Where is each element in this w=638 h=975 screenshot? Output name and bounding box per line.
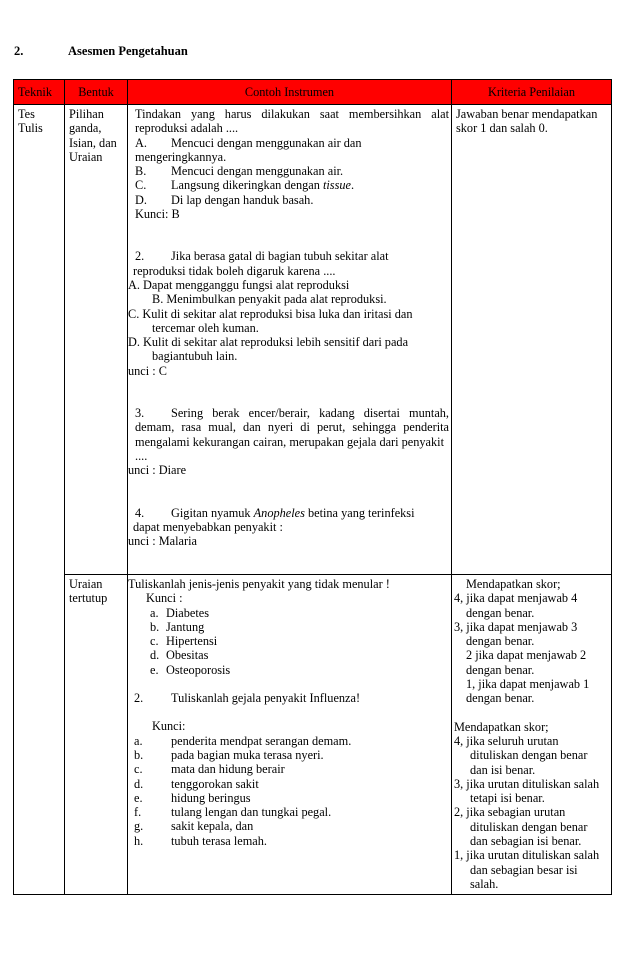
header-kriteria-penilaian: Kriteria Penilaian [452, 80, 612, 105]
bentuk-line: Isian, dan [69, 135, 117, 150]
answer-item: b. Jantung [150, 619, 205, 634]
answer-key: unci : C [128, 363, 167, 378]
answer-item: a. penderita mendpat serangan demam. [134, 733, 352, 748]
section-heading [14, 44, 188, 59]
option-c-cont: tercemar oleh kuman. [152, 320, 259, 335]
question-text: .... [135, 448, 148, 463]
criteria-line: dengan benar. [466, 662, 535, 677]
assessment-table [13, 79, 612, 895]
answer-item: f. tulang lengan dan tungkai pegal. [134, 805, 332, 820]
cell-instrumen [128, 105, 452, 575]
criteria-line: dengan benar. [466, 605, 535, 620]
criteria-line: dituliskan dengan benar [470, 748, 588, 763]
option-c: C. Langsung dikeringkan dengan tissue. [135, 178, 355, 193]
essay-question-2 [128, 691, 447, 848]
criteria-line: dan isi benar. [470, 762, 536, 777]
question-2 [128, 249, 449, 378]
answer-item: c. Hipertensi [150, 634, 218, 649]
option-a-cont: mengeringkannya. [135, 149, 227, 164]
question-text: 2. Tuliskanlah gejala penyakit Influenza! [134, 691, 361, 706]
section-number: 2. [14, 44, 24, 58]
answer-key: unci : Malaria [128, 534, 197, 549]
criteria-line: dan sebagian besar isi [470, 862, 578, 877]
cell-kriteria [452, 105, 612, 575]
section-title: Asesmen Pengetahuan [68, 44, 188, 58]
criteria-line: 1, jika urutan dituliskan salah [454, 848, 600, 863]
cell-bentuk [65, 575, 128, 895]
answer-key: unci : Diare [128, 463, 187, 478]
cell-kriteria [452, 575, 612, 895]
question-4 [128, 506, 449, 549]
criteria-line: skor 1 dan salah 0. [456, 121, 548, 136]
header-teknik: Teknik [14, 80, 65, 105]
criteria-line: 4, jika seluruh urutan [454, 733, 559, 748]
option-b: B. Mencuci dengan menggunakan air. [135, 164, 344, 179]
teknik-line: Tes [18, 107, 35, 121]
question-3 [128, 406, 449, 477]
bentuk-line: Pilihan [69, 107, 104, 121]
answer-item: d. tenggorokan sakit [134, 776, 259, 791]
answer-item: e. hidung beringus [134, 790, 251, 805]
option-d-cont: bagiantubuh lain. [152, 349, 238, 364]
question-text: 3. Sering berak encer/berair, kadang disertai muntah, [135, 406, 449, 421]
bentuk-line: ganda, [69, 121, 102, 136]
criteria-block-1 [454, 577, 607, 706]
criteria-line: 1, jika dapat menjawab 1 [466, 677, 590, 692]
answer-item: d. Obesitas [150, 648, 209, 663]
teknik-line: Tulis [18, 121, 43, 136]
question-1 [128, 107, 449, 221]
question-text: Tuliskanlah jenis-jenis penyakit yang tidak menular ! [128, 577, 390, 591]
criteria-block-2 [454, 720, 607, 892]
option-c: C. Kulit di sekitar alat reproduksi bisa luka dan iritasi dan [128, 306, 413, 321]
question-text: Tindakan yang harus dilakukan saat membersihkan alat [135, 107, 449, 121]
answer-key: Kunci: B [135, 207, 180, 222]
header-bentuk: Bentuk [65, 80, 128, 105]
criteria-line: 4, jika dapat menjawab 4 [454, 591, 578, 606]
criteria-line: tetapi isi benar. [470, 791, 545, 806]
option-a: A. Mencuci dengan menggunakan air dan [135, 135, 362, 150]
option-d: D. Di lap dengan handuk basah. [135, 192, 314, 207]
answer-key-label: Kunci : [146, 591, 183, 606]
criteria-line: dengan benar. [466, 634, 535, 649]
table-row [14, 575, 612, 895]
criteria-line: 2 jika dapat menjawab 2 [466, 648, 587, 663]
answer-key-label: Kunci: [152, 719, 186, 734]
table-row [14, 105, 612, 575]
answer-item: b. pada bagian muka terasa nyeri. [134, 747, 324, 762]
answer-item: h. tubuh terasa lemah. [134, 833, 267, 848]
option-a: A. Dapat mengganggu fungsi alat reproduksi [128, 277, 350, 292]
criteria-line: Mendapatkan skor; [466, 577, 561, 591]
criteria-line: dengan benar. [466, 691, 535, 706]
essay-question-1 [128, 577, 447, 677]
bentuk-line: tertutup [69, 591, 108, 606]
criteria-line: Mendapatkan skor; [454, 719, 549, 734]
cell-bentuk [65, 105, 128, 575]
question-text: reproduksi adalah .... [135, 121, 239, 136]
question-text: reproduksi tidak boleh digaruk karena .... [133, 263, 336, 278]
answer-item: e. Osteoporosis [150, 662, 231, 677]
option-b: B. Menimbulkan penyakit pada alat reproduksi. [152, 292, 387, 307]
criteria-line: 3, jika urutan dituliskan salah [454, 776, 600, 791]
question-text: mengalami kekurangan cairan, merupakan gejala dari penyakit [135, 434, 444, 449]
criteria-line: salah. [470, 876, 499, 891]
criteria-line: Jawaban benar mendapatkan [456, 107, 598, 121]
criteria-line: dan sebagian isi benar. [470, 834, 582, 849]
criteria-line: 2, jika sebagian urutan [454, 805, 566, 820]
answer-item: g. sakit kepala, dan [134, 819, 254, 834]
bentuk-line: Uraian [69, 577, 103, 591]
answer-item: c. mata dan hidung berair [134, 762, 285, 777]
question-text: demam, rasa mual, dan nyeri di perut, sehingga penderita [135, 420, 449, 435]
cell-teknik [14, 105, 65, 895]
answer-item: a. Diabetes [150, 605, 210, 620]
criteria-line: dituliskan dengan benar [470, 819, 588, 834]
bentuk-line: Uraian [69, 149, 103, 164]
criteria-line: 3, jika dapat menjawab 3 [454, 619, 578, 634]
header-contoh-instrumen: Contoh Instrumen [128, 80, 452, 105]
table-header-row [14, 80, 612, 105]
cell-instrumen [128, 575, 452, 895]
option-d: D. Kulit di sekitar alat reproduksi lebih sensitif dari pada [128, 335, 409, 350]
question-text: dapat menyebabkan penyakit : [133, 519, 283, 534]
question-text: 4. Gigitan nyamuk Anopheles betina yang terinfeksi [135, 505, 415, 520]
question-text: 2. Jika berasa gatal di bagian tubuh sekitar alat [135, 249, 389, 264]
